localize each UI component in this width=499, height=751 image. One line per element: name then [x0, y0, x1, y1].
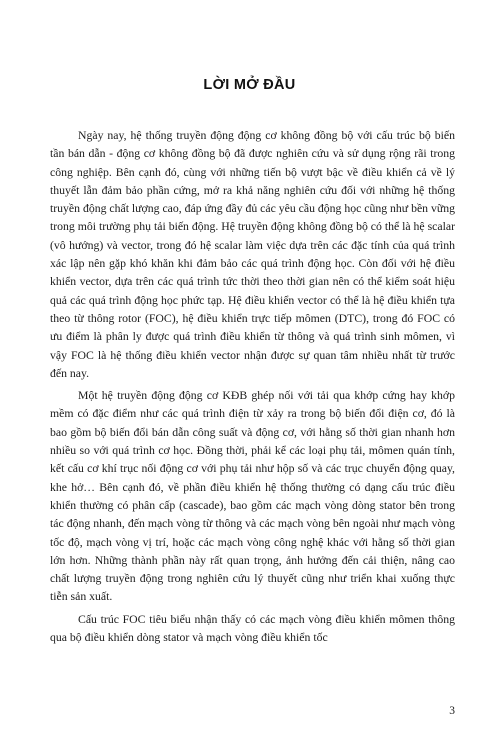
paragraph: Một hệ truyền động động cơ KĐB ghép nối với tải qua khớp cứng hay khớp mềm có đặc điểm như các quá trình điện từ xảy ra trong bộ biến đổi điện cơ, đó là bao gồm bộ biến đổi bán dẫn công suất và động cơ, với hằng số thời gian nhanh hơn nhiều so với quá trình cơ học. Đồng thời, phải kể các loại phụ tải, mômen quán tính, kết cấu cơ khí trục nối động cơ với phụ tải như hộp số và các trục chuyển động quay, khe hở… Bên cạnh đó, về phần điều khiển hệ thống thường có dạng cấu trúc điều khiển thường có phân cấp (cascade), bao gồm các mạch vòng dòng stator bên trong tác động nhanh, đến mạch vòng từ thông và các mạch vòng bên ngoài như mạch vòng tốc độ, mạch vòng vị trí, hoặc các mạch vòng công nghệ khác với hằng số thời gian lớn hơn. Những thành phần này rất quan trọng, ảnh hưởng đến cải thiện, nâng cao chất lượng truyền động trong nghiên cứu lý thuyết cũng như triển khai xuống thực tiễn sản xuất.	[50, 389, 455, 604]
page-number: 3	[449, 705, 455, 717]
page-title: LỜI MỞ ĐẦU	[203, 77, 296, 93]
paragraph: Ngày nay, hệ thống truyền động động cơ không đồng bộ với cấu trúc bộ biến tần bán dẫn - động cơ không đồng bộ đã được nghiên cứu và sử dụng rộng rãi trong công nghiệp. Bên cạnh đó, cùng với những tiến bộ vượt bậc về điều khiển cả về lý thuyết lẫn đảm bảo phần cứng, mở ra khả năng nghiên cứu đối với những hệ thống truyền động chất lượng cao, đáp ứng đầy đủ các yêu cầu động học cũng như bền vững trong môi trường phụ tải biến động. Hệ truyền động không đồng bộ có thể là hệ scalar (vô hướng) và vector, trong đó hệ scalar làm việc dựa trên các đặc tính của quá trình xác lập nên gặp khó khăn khi đảm bảo các quá trình động học. Còn đối với hệ điều khiển vector, dựa trên các quá trình tức thời theo thời gian nên có thể kiểm soát hiệu quả các quá trình động học phức tạp. Hệ điều khiển vector có thể là hệ điều khiển tựa theo từ thông rotor (FOC), hệ điều khiển trực tiếp mômen (DTC), trong đó FOC có ưu điểm là phân ly được quá trình điều khiển từ thông và quá trình sinh mômen, vì vậy FOC là hệ thống điều khiển vector nhận được sự quan tâm nhiều nhất từ trước đến nay.	[50, 129, 455, 380]
body-text	[50, 127, 455, 647]
paragraph: Cấu trúc FOC tiêu biểu nhận thấy có các mạch vòng điều khiển mômen thông qua bộ điều khiển dòng stator và mạch vòng điều khiển tốc	[50, 612, 455, 645]
